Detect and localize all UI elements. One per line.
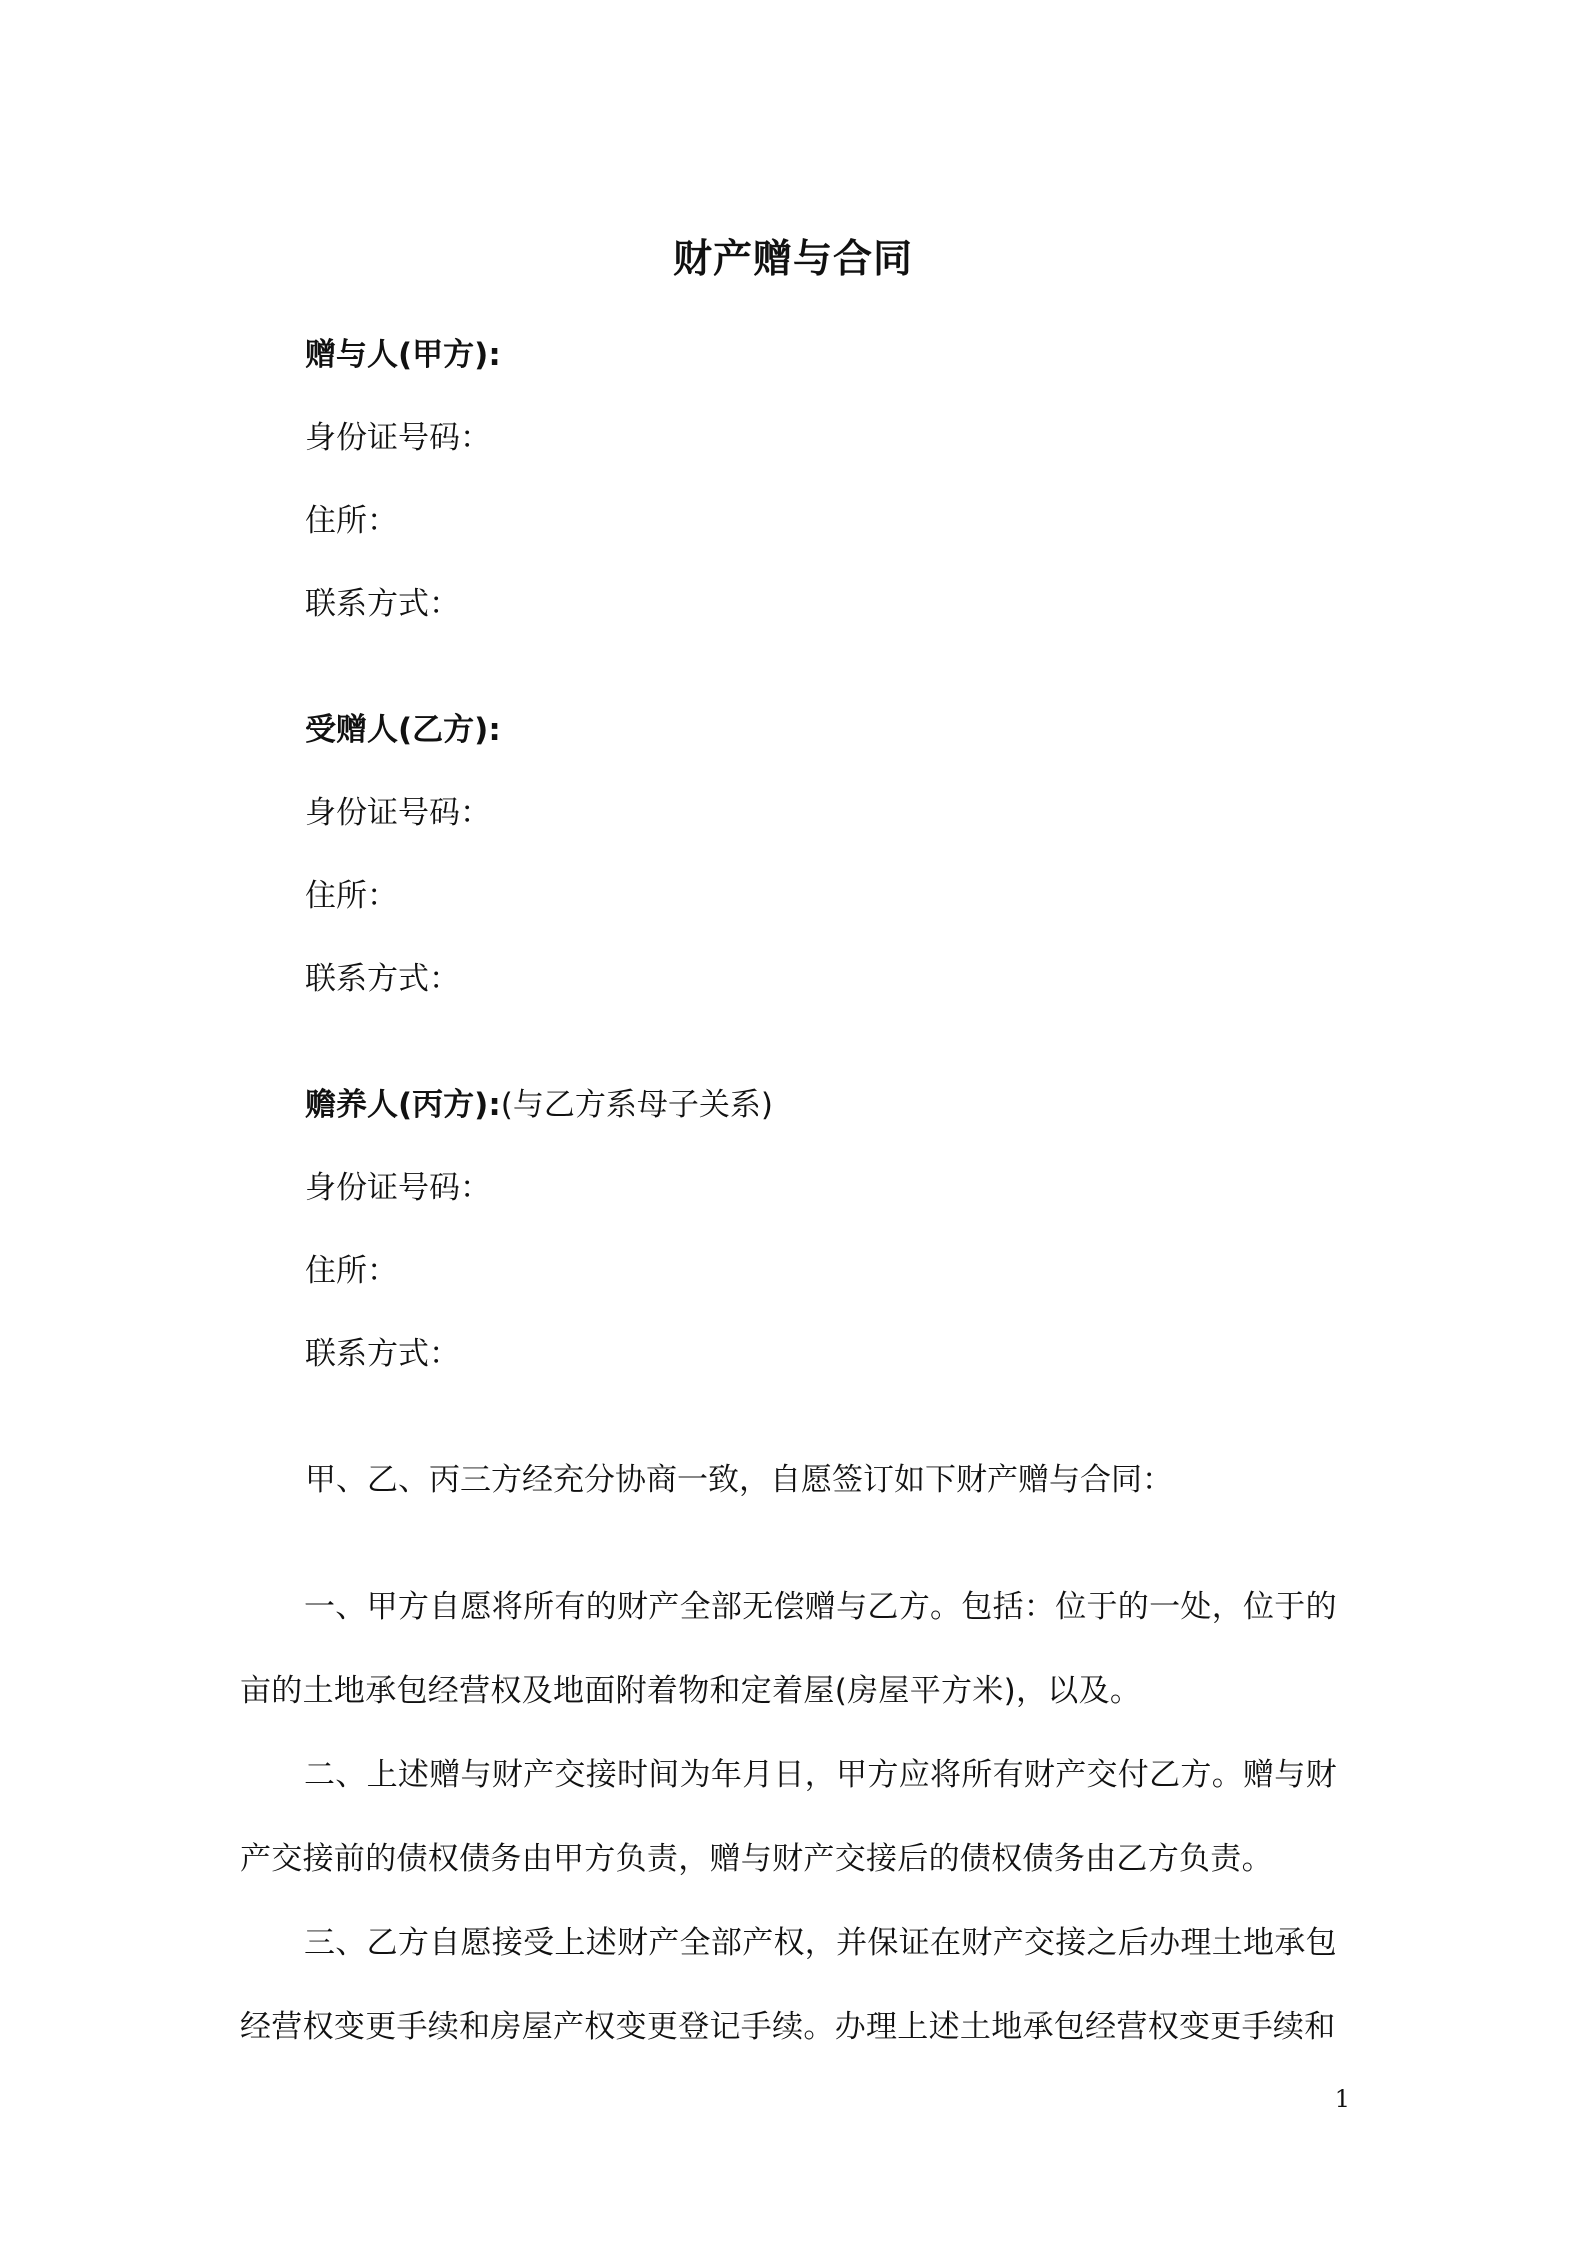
supporter-heading: 赡养人(丙方):: [305, 1087, 501, 1123]
supporter-heading-line: [305, 1085, 773, 1125]
supporter-note: (与乙方系母子关系): [500, 1087, 773, 1123]
clause-3: 三、乙方自愿接受上述财产全部产权，并保证在财产交接之后办理土地承包经营权变更手续和房屋产权变更登记手续。办理上述土地承包经营权变更手续和: [240, 1925, 1337, 2045]
clause-1: 一、甲方自愿将所有的财产全部无偿赠与乙方。包括：位于的一处，位于的亩的土地承包经营权及地面附着物和定着屋(房屋平方米)，以及。: [240, 1589, 1337, 1709]
agreement-intro: 甲、乙、丙三方经充分协商一致，自愿签订如下财产赠与合同：: [305, 1462, 1173, 1498]
donee-id-label: 身份证号码：: [305, 795, 491, 831]
supporter-contact-label: 联系方式：: [305, 1336, 460, 1372]
clause-2: 二、上述赠与财产交接时间为年月日，甲方应将所有财产交付乙方。赠与财产交接前的债权债务由甲方负责，赠与财产交接后的债权债务由乙方负责。: [240, 1757, 1337, 1877]
page-number: 1: [1334, 2085, 1350, 2113]
donee-contact-label: 联系方式：: [305, 961, 460, 997]
donee-address-label: 住所：: [305, 878, 398, 914]
donee-heading: 受赠人(乙方):: [305, 712, 501, 748]
donor-heading: 赠与人(甲方):: [305, 337, 501, 373]
supporter-address-label: 住所：: [305, 1253, 398, 1289]
document-title: 财产赠与合同: [672, 237, 913, 282]
donor-address-label: 住所：: [305, 503, 398, 539]
donor-id-label: 身份证号码：: [305, 420, 491, 456]
supporter-id-label: 身份证号码：: [305, 1170, 491, 1206]
donor-contact-label: 联系方式：: [305, 586, 460, 622]
